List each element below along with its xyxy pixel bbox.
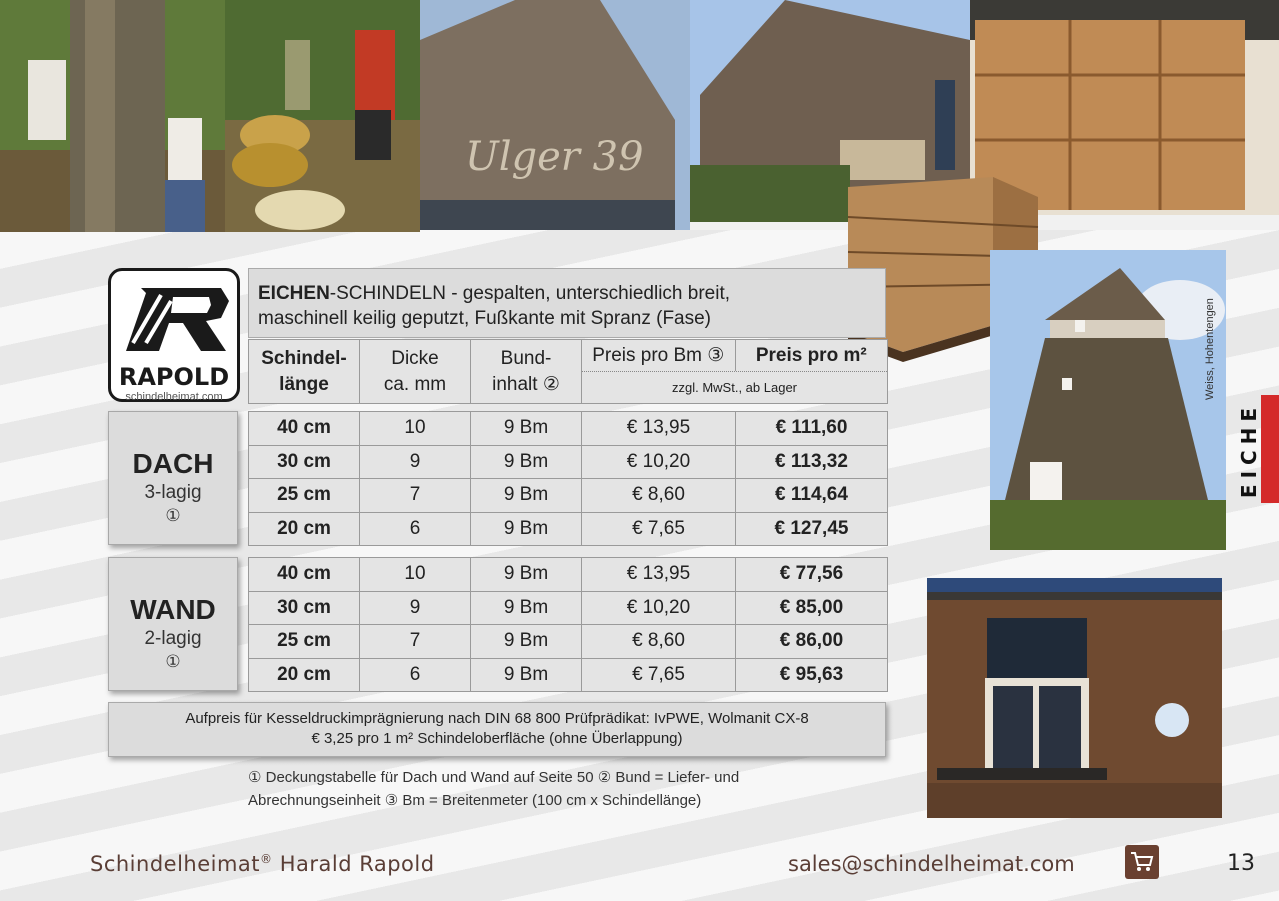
header-price-bm: Preis pro Bm ③ [582, 340, 736, 371]
surcharge-line1: Aufpreis für Kesseldruckimprägnierung nach DIN 68 800 Prüfprädikat: IvPWE, Wolmanit CX-8 [185, 710, 809, 727]
photo-credit [1204, 380, 1216, 400]
table-cell: 30 cm [249, 592, 360, 626]
category-dach-sub: 3-lagig [144, 482, 202, 503]
table-cell: 10 [360, 558, 471, 592]
table-cell: € 85,00 [736, 592, 888, 626]
product-title-bold: EICHEN [258, 283, 330, 304]
table-cell: 20 cm [249, 659, 360, 693]
footnote-line2: Abrechnungseinheit ③ Bm = Breitenmeter (100 cm x Schindellänge) [248, 792, 702, 809]
table-cell: 9 Bm [471, 446, 582, 480]
table-cell: 9 Bm [471, 513, 582, 547]
footer-email[interactable]: sales@schindelheimat.com [788, 852, 1075, 876]
table-cell: € 10,20 [582, 446, 736, 480]
table-cell: 25 cm [249, 479, 360, 513]
header-price-note: zzgl. MwSt., ab Lager [672, 379, 797, 395]
table-cell: € 127,45 [736, 513, 888, 547]
table-cell: 9 Bm [471, 659, 582, 693]
logo-wordmark: RAPOLD [118, 363, 230, 391]
header-price-group [582, 340, 888, 404]
photo-forest-workers [0, 0, 225, 232]
price-table-header [248, 339, 888, 404]
shopping-cart-icon[interactable] [1125, 845, 1159, 879]
table-cell: € 113,32 [736, 446, 888, 480]
table-cell: € 8,60 [582, 625, 736, 659]
table-cell: 20 cm [249, 513, 360, 547]
photo-log-splitting [225, 0, 420, 232]
table-cell: 7 [360, 625, 471, 659]
category-wand-title: WAND [130, 594, 216, 625]
category-wand [108, 557, 238, 691]
table-cell: 9 [360, 446, 471, 480]
table-cell: 6 [360, 659, 471, 693]
category-dach-title: DACH [132, 448, 214, 479]
product-description-line2: maschinell keilig geputzt, Fußkante mit Spranz (Fase) [258, 308, 712, 329]
table-cell: 6 [360, 513, 471, 547]
table-cell: € 8,60 [582, 479, 736, 513]
table-cell: € 95,63 [736, 659, 888, 693]
table-cell: € 111,60 [736, 412, 888, 446]
table-cell: 25 cm [249, 625, 360, 659]
header-bundle: Bund- inhalt ② [471, 340, 582, 404]
header-price-m2: Preis pro m² [755, 344, 867, 366]
logo-url: schindelheimat.com [125, 391, 223, 403]
table-cell: € 13,95 [582, 558, 736, 592]
house-sign-text: Ulger 39 [465, 134, 644, 180]
table-cell: 40 cm [249, 412, 360, 446]
table-cell: 9 [360, 592, 471, 626]
header-thickness: Dicke ca. mm [360, 340, 471, 404]
surcharge-line2: € 3,25 pro 1 m² Schindeloberfläche (ohne Überlappung) [311, 730, 683, 747]
table-cell: 30 cm [249, 446, 360, 480]
table-cell: 7 [360, 479, 471, 513]
table-cell: 9 Bm [471, 558, 582, 592]
category-wand-note: ① [165, 652, 181, 671]
table-cell: € 86,00 [736, 625, 888, 659]
table-cell: € 7,65 [582, 513, 736, 547]
table-cell: € 13,95 [582, 412, 736, 446]
category-dach [108, 411, 238, 545]
rapold-logo [108, 268, 240, 402]
table-cell: 9 Bm [471, 412, 582, 446]
table-cell: 9 Bm [471, 625, 582, 659]
rapold-r-icon [121, 283, 229, 353]
photo-windmill [990, 250, 1226, 550]
table-cell: € 7,65 [582, 659, 736, 693]
page-number: 13 [1227, 851, 1255, 876]
table-cell: 10 [360, 412, 471, 446]
surcharge-note [108, 702, 886, 757]
wand-price-rows [248, 557, 888, 692]
photo-shingle-gable [420, 0, 690, 230]
table-cell: 9 Bm [471, 479, 582, 513]
table-cell: 9 Bm [471, 592, 582, 626]
table-cell: 40 cm [249, 558, 360, 592]
footnotes [248, 766, 848, 812]
side-label-eiche: EICHE [1237, 401, 1261, 499]
table-cell: € 10,20 [582, 592, 736, 626]
footnote-line1: ① Deckungstabelle für Dach und Wand auf Seite 50 ② Bund = Liefer- und [248, 769, 740, 786]
table-cell: € 114,64 [736, 479, 888, 513]
side-accent-bar [1261, 395, 1279, 503]
product-title-rest: -SCHINDELN - gespalten, unterschiedlich breit, [329, 283, 731, 304]
header-length: Schindel- länge [249, 340, 360, 404]
footer-brand: Schindelheimat® Harald Rapold [90, 852, 435, 876]
table-cell: € 77,56 [736, 558, 888, 592]
category-wand-sub: 2-lagig [144, 628, 202, 649]
photo-shingle-facade [927, 578, 1222, 818]
category-dach-note: ① [165, 506, 181, 525]
dach-price-rows [248, 411, 888, 546]
product-description [248, 268, 886, 338]
